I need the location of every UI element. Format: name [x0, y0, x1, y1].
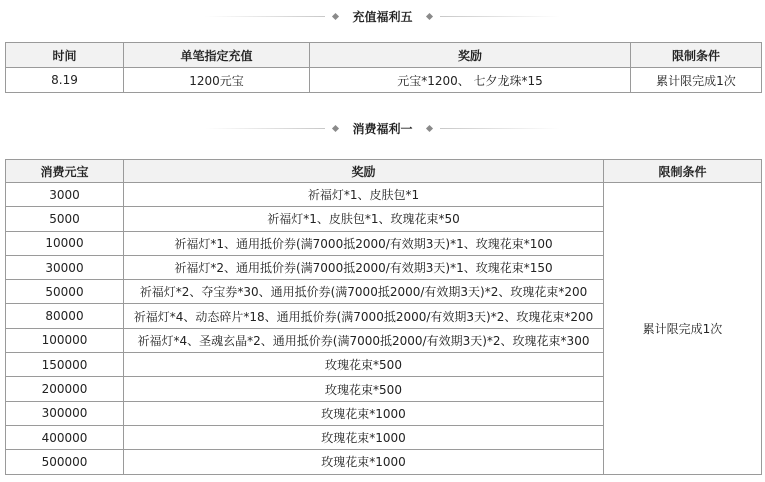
table-header-row — [6, 43, 762, 68]
recharge-reward-table — [5, 42, 762, 93]
diamond-icon — [332, 12, 339, 19]
cell-reward: 祈福灯*2、夺宝券*30、通用抵价券(满7000抵2000/有效期3天)*2、玫瑰花束*200 — [124, 280, 604, 304]
cell-amount: 100000 — [6, 328, 124, 352]
cell-reward: 玫瑰花束*500 — [124, 353, 604, 377]
header-limit: 限制条件 — [631, 43, 762, 68]
cell-reward: 祈福灯*4、圣魂玄晶*2、通用抵价券(满7000抵2000/有效期3天)*2、玫瑰花束*300 — [124, 328, 604, 352]
cell-amount: 80000 — [6, 304, 124, 328]
diamond-icon — [332, 124, 339, 131]
cell-reward: 祈福灯*4、动态碎片*18、通用抵价券(满7000抵2000/有效期3天)*2、玫瑰花束*200 — [124, 304, 604, 328]
cell-amount: 500000 — [6, 450, 124, 474]
header-reward: 奖励 — [124, 160, 604, 183]
cell-reward: 祈福灯*2、通用抵价券(满7000抵2000/有效期3天)*1、玫瑰花束*150 — [124, 255, 604, 279]
diamond-icon — [425, 12, 432, 19]
cell-amount: 5000 — [6, 207, 124, 231]
cell-amount: 10000 — [6, 231, 124, 255]
section-title-consume — [0, 118, 765, 138]
cell-amount: 50000 — [6, 280, 124, 304]
cell-reward: 祈福灯*1、皮肤包*1、玫瑰花束*50 — [124, 207, 604, 231]
cell-reward: 玫瑰花束*1000 — [124, 450, 604, 474]
header-consume-amount: 消费元宝 — [6, 160, 124, 183]
header-time: 时间 — [6, 43, 124, 68]
section-title-recharge — [0, 6, 765, 26]
cell-time: 8.19 — [6, 68, 124, 93]
table-row — [6, 183, 762, 207]
cell-amount: 150000 — [6, 353, 124, 377]
cell-reward: 祈福灯*1、通用抵价券(满7000抵2000/有效期3天)*1、玫瑰花束*100 — [124, 231, 604, 255]
divider-line — [205, 128, 325, 129]
cell-recharge: 1200元宝 — [124, 68, 310, 93]
cell-amount: 200000 — [6, 377, 124, 401]
cell-amount: 400000 — [6, 425, 124, 449]
section-title-text: 消费福利一 — [352, 121, 413, 136]
cell-reward: 玫瑰花束*1000 — [124, 425, 604, 449]
divider-line — [205, 16, 325, 17]
consume-reward-table — [5, 159, 762, 475]
divider-line — [440, 128, 560, 129]
cell-reward: 玫瑰花束*500 — [124, 377, 604, 401]
cell-reward: 祈福灯*1、皮肤包*1 — [124, 183, 604, 207]
header-reward: 奖励 — [310, 43, 631, 68]
cell-reward: 元宝*1200、 七夕龙珠*15 — [310, 68, 631, 93]
cell-limit: 累计限完成1次 — [604, 183, 762, 475]
cell-amount: 3000 — [6, 183, 124, 207]
cell-amount: 300000 — [6, 401, 124, 425]
cell-limit: 累计限完成1次 — [631, 68, 762, 93]
divider-line — [440, 16, 560, 17]
header-single-recharge: 单笔指定充值 — [124, 43, 310, 68]
table-header-row — [6, 160, 762, 183]
section-title-text: 充值福利五 — [352, 9, 413, 24]
cell-amount: 30000 — [6, 255, 124, 279]
cell-reward: 玫瑰花束*1000 — [124, 401, 604, 425]
header-limit: 限制条件 — [604, 160, 762, 183]
diamond-icon — [425, 124, 432, 131]
table-row — [6, 68, 762, 93]
